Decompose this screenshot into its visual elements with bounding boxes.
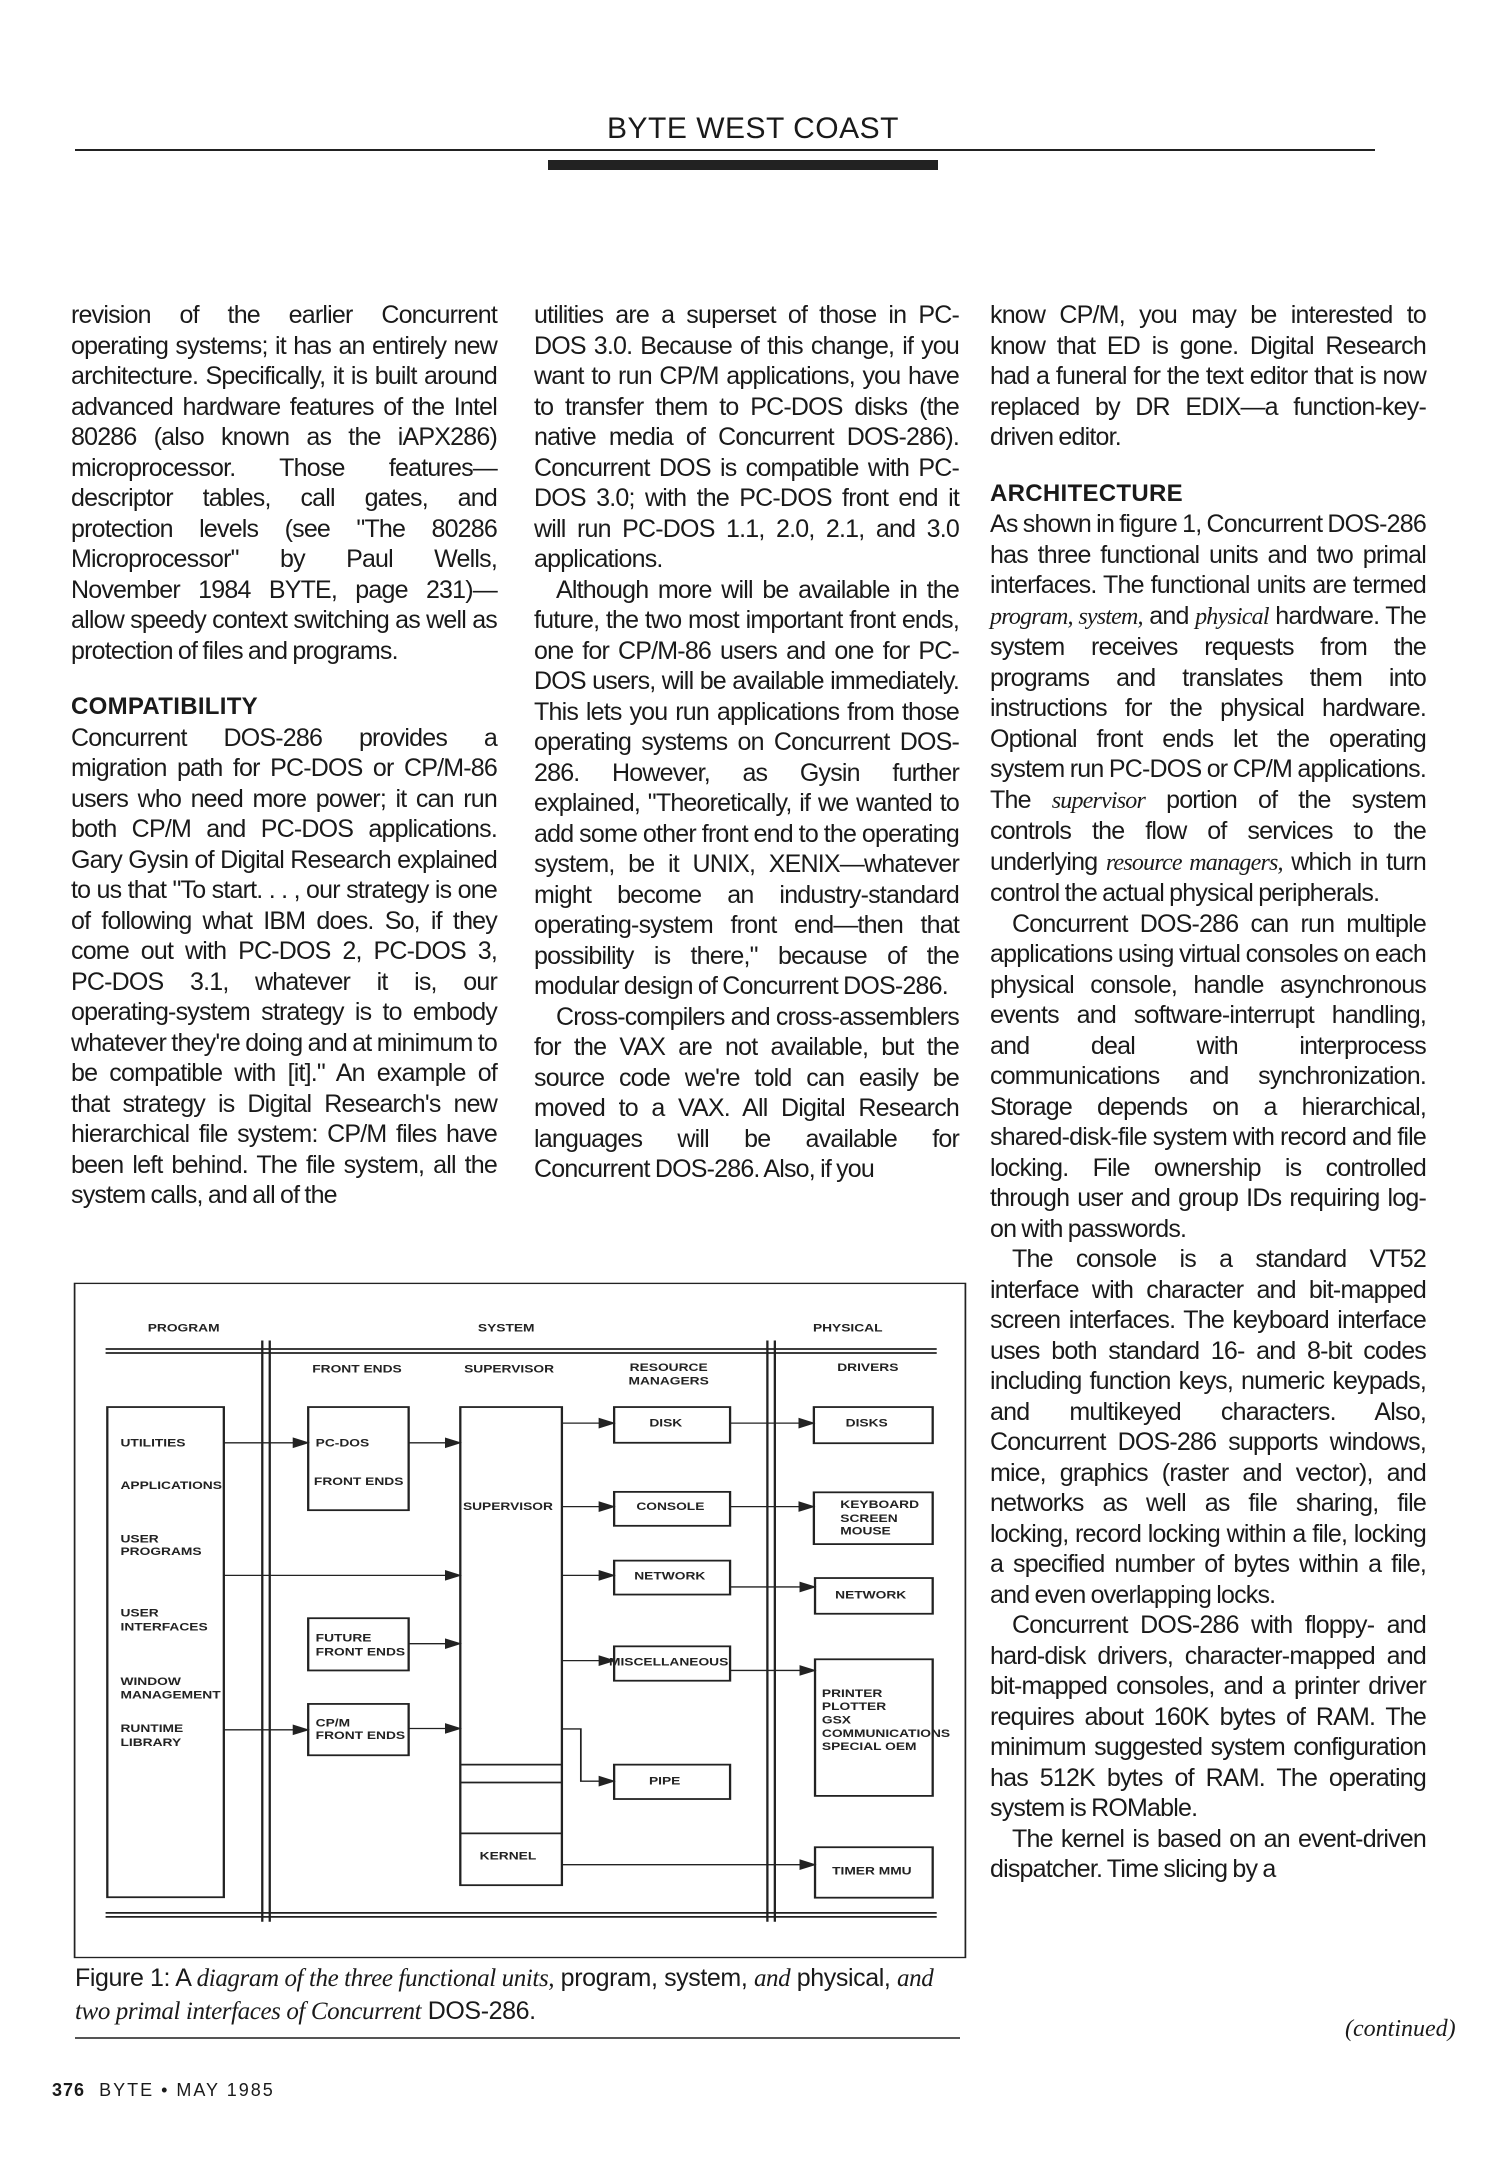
label-gsx: GSX <box>821 1714 851 1727</box>
label-disk: DISK <box>649 1417 683 1430</box>
paragraph: Concurrent DOS-286 with floppy- and hard-disk drivers, character-mapped and bit-mapped consoles, and a printer driver requires about 160K bytes of RAM. The minimum suggested system configuration has 512K bytes of RAM. The operating system is ROMable. <box>990 1611 1426 1822</box>
label-cpm: FRONT ENDS <box>315 1729 406 1742</box>
label-cpm: CP/M <box>315 1717 351 1730</box>
label-mouse: MOUSE <box>840 1525 891 1538</box>
heading-compatibility: COMPATIBILITY <box>71 693 258 720</box>
label-resource: RESOURCE <box>629 1361 708 1374</box>
publication-date: BYTE • MAY 1985 <box>99 2080 275 2100</box>
label-future: FUTURE <box>315 1631 372 1645</box>
label-runtime-library: LIBRARY <box>120 1736 182 1749</box>
label-front-ends: FRONT ENDS <box>312 1363 402 1376</box>
text: program, system, <box>554 1964 754 1992</box>
label-network-driver: NETWORK <box>835 1589 907 1602</box>
label-printer: PRINTER <box>821 1687 883 1700</box>
paragraph: Cross-compilers and cross-assemblers for the VAX are not available, but the source code we're told can easily be moved to a VAX. All Digital Research languages will be available for Concurrent DOS-286. Also, if you <box>534 1002 959 1183</box>
page-number: 376 <box>52 2080 86 2100</box>
text: hardware. The system receives requests from the programs and translates them into instructions for the physical hardware. Optional front ends let the operating system run PC-DOS or CP/M applications. The <box>990 601 1426 814</box>
header-bar <box>548 160 938 170</box>
paragraph: know CP/M, you may be interested to know that ED is gone. Digital Research had a funeral for the text editor that is now replaced by DR EDIX—a function-key-driven editor. <box>990 301 1426 451</box>
future-front-end-box <box>308 1618 408 1670</box>
label-console: CONSOLE <box>636 1500 705 1513</box>
label-applications: APPLICATIONS <box>120 1479 222 1492</box>
text-italic: diagram of the three functional units, <box>196 1965 555 1992</box>
caption-rule <box>75 2037 960 2039</box>
section-title: BYTE WEST COAST <box>607 112 899 145</box>
label-plotter: PLOTTER <box>821 1700 887 1713</box>
label-drivers: DRIVERS <box>837 1361 899 1374</box>
label-future: FRONT ENDS <box>315 1645 406 1658</box>
label-utilities: UTILITIES <box>120 1436 186 1449</box>
label-system: SYSTEM <box>477 1322 535 1335</box>
label-kernel: KERNEL <box>479 1849 537 1862</box>
label-pcdos: FRONT ENDS <box>313 1475 404 1488</box>
column-3 <box>990 300 1426 1885</box>
figure-caption <box>75 1962 965 2028</box>
paragraph: The kernel is based on an event-driven dispatcher. Time slicing by a <box>990 1824 1426 1883</box>
text: DOS-286. <box>421 1997 536 2025</box>
label-program: PROGRAM <box>147 1322 220 1335</box>
label-physical: PHYSICAL <box>812 1322 883 1335</box>
paragraph <box>990 509 1426 909</box>
label-user-interfaces: INTERFACES <box>120 1621 208 1634</box>
paragraph: revision of the earlier Concurrent operating systems; it has an entirely new architecture. Specifically, it is built around advanced hardware features of the Intel 80286 (also known as the iAPX286) microprocessor. Those features—descriptor tables, call gates, and protection levels (see "The 80286 Microprocessor" by Paul Wells, November 1984 BYTE, page 231)—allow speedy context switching as well as protection of files and programs. <box>71 301 497 665</box>
column-2 <box>534 300 959 1185</box>
label-screen: SCREEN <box>840 1512 898 1525</box>
label-managers: MANAGERS <box>628 1374 709 1387</box>
text: As shown in figure 1, Concurrent DOS-286 has three functional units and two primal interfaces. The functional units are termed <box>990 510 1426 599</box>
paragraph: Concurrent DOS-286 can run multiple applications using virtual consoles on each physical console, handle asynchronous events and software-interrupt handling, and deal with interprocess communications and synchronization. Storage depends on a hierarchical, shared-disk-file system with record and file locking. File ownership is controlled through user and group IDs requiring log-on with passwords. <box>990 909 1426 1243</box>
paragraph: Although more will be available in the future, the two most important front ends, one for CP/M-86 users and one for PC-DOS users, will be available immediately. This lets you run applications from those operating systems on Concurrent DOS-286. However, as Gysin further explained, "Theoretically, if we wanted to add some other front end to the operating system, be it UNIX, XENIX—whatever might become an industry-standard operating-system front end—then that possibility is there," because of the modular design of Concurrent DOS-286. <box>534 575 959 1000</box>
label-supervisor-head: SUPERVISOR <box>464 1363 555 1376</box>
text: which in turn control the actual physical peripherals. <box>990 847 1426 907</box>
label-keyboard: KEYBOARD <box>840 1498 920 1511</box>
text-italic: program, system, <box>990 603 1143 630</box>
pcdos-front-end-box <box>308 1407 408 1510</box>
continued-note <box>1345 2016 1456 2043</box>
section-header <box>0 112 1506 146</box>
text: and <box>1142 601 1196 630</box>
text-italic: supervisor <box>1051 787 1146 814</box>
label-user-interfaces: USER <box>120 1606 159 1620</box>
label-user-programs: PROGRAMS <box>120 1545 202 1558</box>
figure-1-diagram <box>70 1270 970 1970</box>
paragraph: utilities are a superset of those in PC-DOS 3.0. Because of this change, if you want to run CP/M applications, you have to transfer them to PC-DOS disks (the native media of Concurrent DOS-286). Concurrent DOS is compatible with PC-DOS 3.0; with the PC-DOS front end it will run PC-DOS 1.1, 2.0, 2.1, and 3.0 applications. <box>534 301 959 573</box>
label-pipe: PIPE <box>648 1775 681 1788</box>
label-special-oem: SPECIAL OEM <box>821 1740 917 1753</box>
text-italic: and two primal interfaces of Concurrent <box>75 1965 934 2025</box>
text-italic: physical <box>1195 603 1269 630</box>
label-supervisor: SUPERVISOR <box>462 1500 553 1513</box>
paragraph: The console is a standard VT52 interface with character and bit-mapped screen interfaces. The keyboard interface uses both standard 16- and 8-bit codes including function keys, numeric keypads, and multikeyed characters. Also, Concurrent DOS-286 supports windows, mice, graphics (raster and vector), and networks as well as file sharing, file locking, record locking within a file, locking a specified number of bytes within a file, and even overlapping locks. <box>990 1245 1426 1609</box>
label-communications: COMMUNICATIONS <box>821 1727 951 1740</box>
label-window-management: MANAGEMENT <box>120 1689 221 1702</box>
text-italic: resource managers, <box>1105 849 1283 876</box>
continued-text: (continued) <box>1345 2016 1456 2042</box>
label-runtime-library: RUNTIME <box>120 1722 184 1735</box>
label-window-management: WINDOW <box>120 1675 181 1688</box>
label-timer-mmu: TIMER MMU <box>832 1864 912 1878</box>
label-network: NETWORK <box>634 1569 706 1582</box>
caption-label: Figure 1: <box>75 1964 171 1992</box>
supervisor-box <box>460 1407 562 1885</box>
text: physical, <box>790 1964 898 1992</box>
label-miscellaneous: MISCELLANEOUS <box>609 1655 729 1669</box>
label-pcdos: PC-DOS <box>315 1436 370 1449</box>
label-user-programs: USER <box>120 1532 159 1545</box>
heading-architecture: ARCHITECTURE <box>990 479 1183 507</box>
label-disks: DISKS <box>845 1417 888 1430</box>
column-1 <box>71 300 497 1211</box>
paragraph: Concurrent DOS-286 provides a migration path for PC-DOS or CP/M-86 users who need more power; it can run both CP/M and PC-DOS applications. Gary Gysin of Digital Research explained to us that "To start. . . , our strategy is one of following what IBM does. So, if they come out with PC-DOS 2, PC-DOS 3, PC-DOS 3.1, whatever it is, our operating-system strategy is to embody whatever they're doing and at minimum to be compatible with [it]." An example of that strategy is Digital Research's new hierarchical file system: CP/M files have been left behind. The file system, all the system calls, and all of the <box>71 723 497 1209</box>
text-italic: and <box>753 1965 791 1992</box>
text: portion of the system controls the flow of services to the underlying <box>990 785 1427 876</box>
page-footer <box>52 2080 275 2101</box>
header-rule <box>75 149 1375 151</box>
text: A <box>170 1964 197 1992</box>
